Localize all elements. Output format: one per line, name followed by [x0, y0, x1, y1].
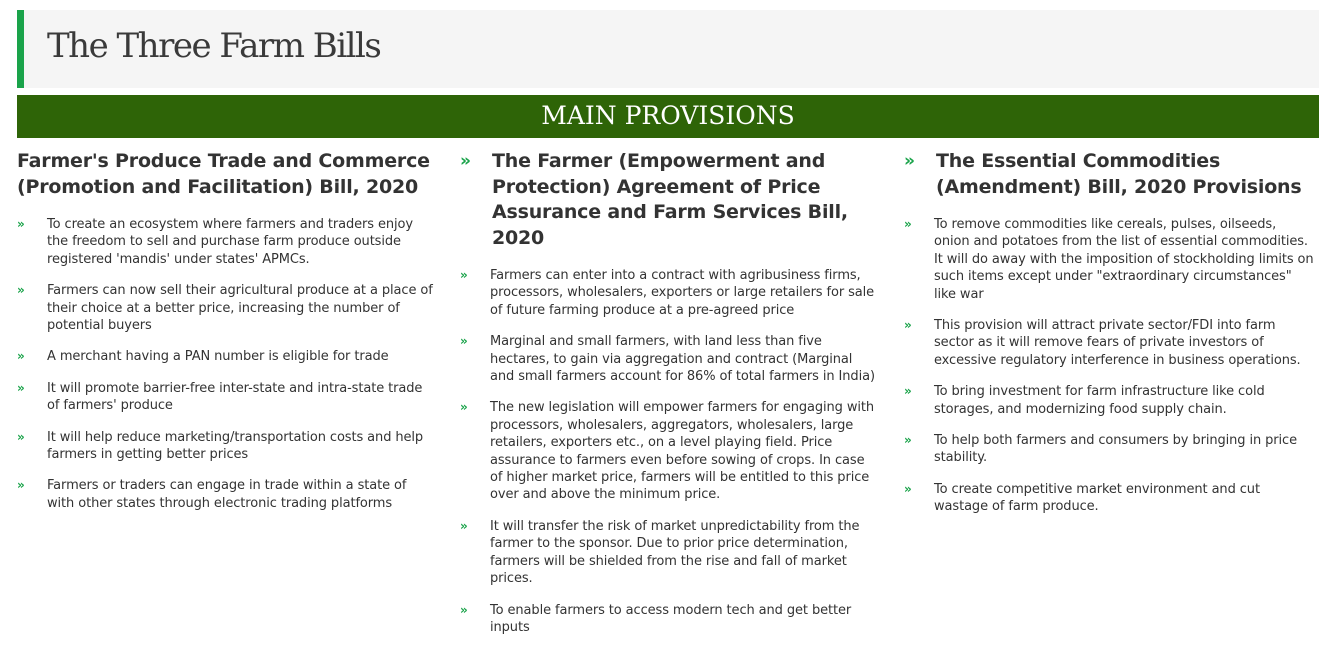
chevron-right-icon: »	[904, 217, 912, 231]
provision-list	[460, 267, 880, 636]
chevron-right-icon: »	[460, 602, 468, 617]
chevron-right-icon: »	[904, 481, 912, 496]
chevron-right-icon: »	[17, 429, 25, 444]
list-item	[460, 267, 880, 319]
column-heading-row	[904, 149, 1314, 200]
column-heading: The Farmer (Empowerment and Protection) Agreement of Price Assurance and Farm Services Bill, 2020	[492, 150, 848, 249]
title-bar	[17, 10, 1319, 88]
chevron-right-icon: »	[17, 349, 25, 364]
chevron-right-icon: »	[460, 400, 468, 415]
list-item	[904, 383, 1314, 418]
chevron-right-icon: »	[460, 268, 468, 282]
page-title: The Three Farm Bills	[47, 26, 381, 66]
list-item-text: It will promote barrier-free inter-state and intra-state trade of farmers' produce	[47, 380, 423, 414]
list-item	[460, 333, 880, 385]
list-item-text: To remove commodities like cereals, pulses, oilseeds, onion and potatoes from the list of essential commodities. It will do away with the imposition of stockholding limits on such items except under "extraordinary circumstances" like war	[934, 217, 1314, 302]
list-item	[460, 518, 880, 588]
chevron-right-icon: »	[17, 283, 25, 298]
list-item-text: To bring investment for farm infrastructure like cold storages, and modernizing food supply chain.	[934, 384, 1265, 417]
list-item-text: This provision will attract private sector/FDI into farm sector as it will remove fears of private investors of excessive regulatory interference in business operations.	[934, 318, 1301, 368]
list-item	[904, 481, 1314, 516]
chevron-right-icon: »	[904, 384, 912, 399]
list-item-text: Farmers can now sell their agricultural produce at a place of their choice at a better price, increasing the number of potential buyers	[47, 283, 433, 334]
chevron-right-icon: »	[17, 380, 25, 395]
list-item	[904, 432, 1314, 467]
list-item-text: Farmers can enter into a contract with agribusiness firms, processors, wholesalers, exporters or large retailers for sale of future farming produce at a pre-agreed price	[490, 268, 875, 318]
chevron-right-icon: »	[460, 334, 468, 349]
chevron-right-icon: »	[460, 518, 468, 533]
list-item	[17, 429, 437, 464]
list-item-text: A merchant having a PAN number is eligible for trade	[47, 349, 389, 365]
list-item	[460, 602, 880, 637]
list-item	[460, 399, 880, 503]
title-accent-bar	[17, 10, 24, 88]
list-item	[17, 282, 437, 334]
chevron-right-icon: »	[17, 478, 25, 493]
list-item	[17, 348, 437, 365]
column-heading-row	[17, 149, 437, 200]
list-item	[904, 317, 1314, 369]
list-item-text: Marginal and small farmers, with land less than five hectares, to gain via aggregation and contract (Marginal and small farmers account for 86% of total farmers in India)	[490, 334, 875, 385]
column-essential-commodities-bill	[904, 149, 1314, 530]
list-item	[17, 216, 437, 268]
list-item-text: To create an ecosystem where farmers and traders enjoy the freedom to sell and purchase farm produce outside registered 'mandis' under states' APMCs.	[47, 217, 414, 267]
chevron-right-icon: »	[904, 151, 915, 171]
chevron-right-icon: »	[460, 151, 471, 171]
chevron-right-icon: »	[17, 217, 25, 231]
column-produce-trade-bill	[17, 149, 437, 526]
provision-list	[17, 216, 437, 512]
list-item-text: To help both farmers and consumers by bringing in price stability.	[934, 433, 1298, 466]
list-item-text: It will help reduce marketing/transportation costs and help farmers in getting better prices	[47, 429, 424, 463]
list-item-text: Farmers or traders can engage in trade within a state of with other states through electronic trading platforms	[47, 478, 407, 511]
column-heading: Farmer's Produce Trade and Commerce (Promotion and Facilitation) Bill, 2020	[17, 150, 430, 198]
chevron-right-icon: »	[904, 433, 912, 448]
list-item-text: To create competitive market environment and cut wastage of farm produce.	[934, 481, 1260, 515]
list-item	[17, 380, 437, 415]
list-item	[17, 477, 437, 512]
provision-list	[904, 216, 1314, 516]
column-heading-row	[460, 149, 880, 251]
chevron-right-icon: »	[904, 318, 912, 333]
list-item-text: It will transfer the risk of market unpredictability from the farmer to the sponsor. Due to prior price determination, farmers will be shielded from the rise and fall of market prices.	[490, 518, 860, 587]
list-item-text: To enable farmers to access modern tech and get better inputs	[490, 602, 852, 635]
main-provisions-banner: MAIN PROVISIONS	[17, 95, 1319, 138]
column-farmer-agreement-bill	[460, 149, 880, 650]
list-item-text: The new legislation will empower farmers for engaging with processors, wholesalers, aggregators, wholesalers, large retailers, exporters etc., on a level playing field. Price assurance to farmers even before sowing of crops. In case of higher market price, farmers will be entitled to this price over and above the minimum price.	[490, 400, 875, 503]
list-item	[904, 216, 1314, 303]
column-heading: The Essential Commodities (Amendment) Bill, 2020 Provisions	[936, 150, 1302, 198]
